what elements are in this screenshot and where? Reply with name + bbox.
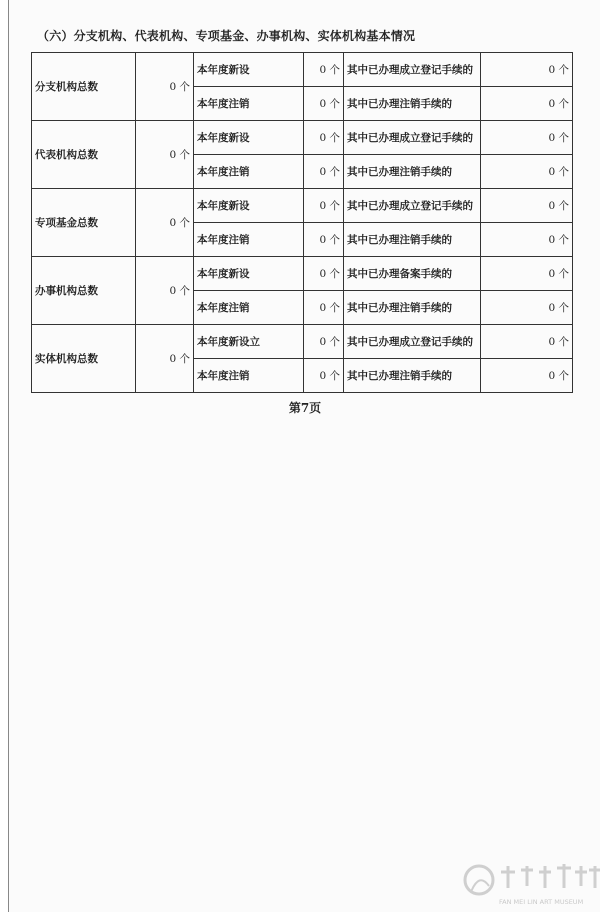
line-description: 其中已办理成立登记手续的 <box>344 325 481 359</box>
line-label: 本年度新设 <box>194 189 304 223</box>
line-count: 0 个 <box>304 189 344 223</box>
line-count: 0 个 <box>304 87 344 121</box>
total-count: 0 个 <box>136 257 194 325</box>
line-description: 其中已办理备案手续的 <box>344 257 481 291</box>
line-description-count: 0 个 <box>481 291 573 325</box>
table-row <box>32 53 573 87</box>
total-count: 0 个 <box>136 325 194 393</box>
line-description-count: 0 个 <box>481 155 573 189</box>
museum-watermark-logo <box>459 852 600 912</box>
line-label: 本年度注销 <box>194 223 304 257</box>
line-description-count: 0 个 <box>481 325 573 359</box>
line-description: 其中已办理注销手续的 <box>344 223 481 257</box>
line-description: 其中已办理成立登记手续的 <box>344 53 481 87</box>
table-row <box>32 257 573 291</box>
line-count: 0 个 <box>304 359 344 393</box>
line-label: 本年度注销 <box>194 359 304 393</box>
line-count: 0 个 <box>304 53 344 87</box>
line-count: 0 个 <box>304 155 344 189</box>
line-description: 其中已办理注销手续的 <box>344 155 481 189</box>
line-label: 本年度新设 <box>194 53 304 87</box>
total-count: 0 个 <box>136 121 194 189</box>
table-row <box>32 325 573 359</box>
total-label: 办事机构总数 <box>32 257 136 325</box>
total-label: 实体机构总数 <box>32 325 136 393</box>
total-label: 代表机构总数 <box>32 121 136 189</box>
line-count: 0 个 <box>304 257 344 291</box>
institutions-table <box>31 52 573 393</box>
line-label: 本年度新设立 <box>194 325 304 359</box>
line-description: 其中已办理注销手续的 <box>344 359 481 393</box>
line-label: 本年度新设 <box>194 257 304 291</box>
line-count: 0 个 <box>304 121 344 155</box>
line-label: 本年度注销 <box>194 87 304 121</box>
line-label: 本年度注销 <box>194 291 304 325</box>
total-count: 0 个 <box>136 189 194 257</box>
line-description-count: 0 个 <box>481 223 573 257</box>
line-description-count: 0 个 <box>481 121 573 155</box>
line-description-count: 0 个 <box>481 257 573 291</box>
table-row <box>32 121 573 155</box>
total-label: 专项基金总数 <box>32 189 136 257</box>
section-title: （六）分支机构、代表机构、专项基金、办事机构、实体机构基本情况 <box>37 29 416 43</box>
line-description-count: 0 个 <box>481 53 573 87</box>
table-row <box>32 189 573 223</box>
total-count: 0 个 <box>136 53 194 121</box>
total-label: 分支机构总数 <box>32 53 136 121</box>
line-description: 其中已办理成立登记手续的 <box>344 121 481 155</box>
line-count: 0 个 <box>304 223 344 257</box>
line-description-count: 0 个 <box>481 87 573 121</box>
line-description: 其中已办理注销手续的 <box>344 291 481 325</box>
line-count: 0 个 <box>304 291 344 325</box>
page-number: 第7页 <box>288 401 322 415</box>
line-label: 本年度注销 <box>194 155 304 189</box>
line-label: 本年度新设 <box>194 121 304 155</box>
line-description-count: 0 个 <box>481 359 573 393</box>
svg-text:FAN MEI LIN ART MUSEUM: FAN MEI LIN ART MUSEUM <box>499 898 584 906</box>
line-count: 0 个 <box>304 325 344 359</box>
line-description-count: 0 个 <box>481 189 573 223</box>
line-description: 其中已办理注销手续的 <box>344 87 481 121</box>
document-page <box>8 0 600 912</box>
line-description: 其中已办理成立登记手续的 <box>344 189 481 223</box>
